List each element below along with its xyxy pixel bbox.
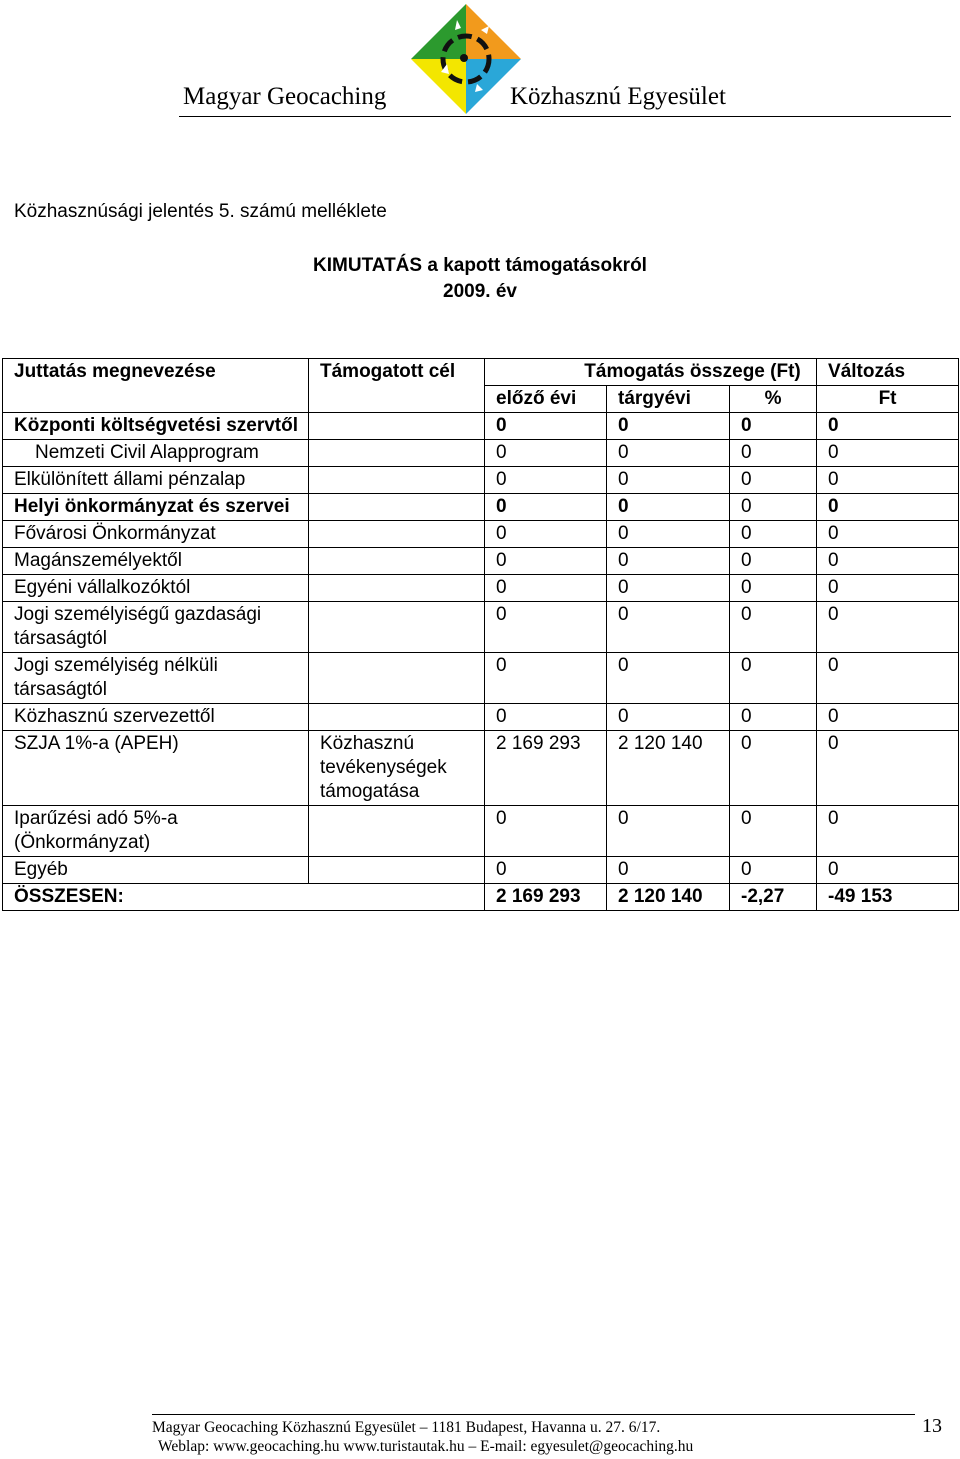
row-name: Nemzeti Civil Alapprogram bbox=[3, 440, 309, 467]
page-header bbox=[0, 0, 960, 120]
row-pct: 0 bbox=[730, 440, 817, 467]
col-header-name: Juttatás megnevezése bbox=[3, 359, 309, 386]
row-ft: 0 bbox=[817, 494, 959, 521]
row-curr: 0 bbox=[607, 440, 730, 467]
subheader-current-year: tárgyévi bbox=[607, 386, 730, 413]
row-ft: 0 bbox=[817, 602, 959, 653]
table-row bbox=[3, 548, 959, 575]
row-ft: 0 bbox=[817, 806, 959, 857]
organization-name-right: Közhasznú Egyesület bbox=[510, 83, 726, 110]
subheader-ft: Ft bbox=[817, 386, 959, 413]
row-pct: 0 bbox=[730, 806, 817, 857]
table-row bbox=[3, 653, 959, 704]
row-goal bbox=[309, 494, 485, 521]
row-ft: 0 bbox=[817, 440, 959, 467]
row-curr: 0 bbox=[607, 806, 730, 857]
table-row bbox=[3, 731, 959, 806]
row-goal bbox=[309, 467, 485, 494]
row-prev: 0 bbox=[485, 575, 607, 602]
row-name: Helyi önkormányzat és szervei bbox=[3, 494, 309, 521]
row-ft: 0 bbox=[817, 467, 959, 494]
row-goal bbox=[309, 806, 485, 857]
table-row bbox=[3, 494, 959, 521]
row-ft: 0 bbox=[817, 521, 959, 548]
grants-table bbox=[2, 358, 959, 911]
row-curr: 2 120 140 bbox=[607, 731, 730, 806]
total-curr: 2 120 140 bbox=[607, 884, 730, 911]
row-pct: 0 bbox=[730, 413, 817, 440]
row-prev: 0 bbox=[485, 467, 607, 494]
row-prev: 0 bbox=[485, 653, 607, 704]
footer-divider bbox=[152, 1414, 915, 1415]
row-ft: 0 bbox=[817, 413, 959, 440]
table-row bbox=[3, 467, 959, 494]
row-prev: 0 bbox=[485, 548, 607, 575]
row-ft: 0 bbox=[817, 857, 959, 884]
row-prev: 0 bbox=[485, 440, 607, 467]
row-curr: 0 bbox=[607, 548, 730, 575]
report-title: KIMUTATÁS a kapott támogatásokról bbox=[313, 255, 647, 276]
table-row bbox=[3, 413, 959, 440]
subheader-empty bbox=[309, 386, 485, 413]
annex-title: Közhasznúsági jelentés 5. számú melléklete bbox=[14, 201, 387, 222]
row-pct: 0 bbox=[730, 857, 817, 884]
row-name: Egyéb bbox=[3, 857, 309, 884]
table-row bbox=[3, 704, 959, 731]
row-pct: 0 bbox=[730, 548, 817, 575]
geocaching-logo bbox=[407, 0, 525, 118]
subheader-empty bbox=[3, 386, 309, 413]
row-curr: 0 bbox=[607, 602, 730, 653]
row-goal bbox=[309, 575, 485, 602]
row-goal bbox=[309, 413, 485, 440]
table-subheader-row bbox=[3, 386, 959, 413]
row-name: Iparűzési adó 5%-a (Önkormányzat) bbox=[3, 806, 309, 857]
row-goal bbox=[309, 521, 485, 548]
table-header-row bbox=[3, 359, 959, 386]
row-prev: 0 bbox=[485, 494, 607, 521]
table-total-row bbox=[3, 884, 959, 911]
row-goal: Közhasznú tevékenységek támogatása bbox=[309, 731, 485, 806]
total-prev: 2 169 293 bbox=[485, 884, 607, 911]
row-pct: 0 bbox=[730, 467, 817, 494]
row-name: Központi költségvetési szervtől bbox=[3, 413, 309, 440]
table-row bbox=[3, 602, 959, 653]
row-curr: 0 bbox=[607, 857, 730, 884]
row-name: SZJA 1%-a (APEH) bbox=[3, 731, 309, 806]
total-label: ÖSSZESEN: bbox=[3, 884, 485, 911]
row-goal bbox=[309, 857, 485, 884]
row-ft: 0 bbox=[817, 731, 959, 806]
row-name: Közhasznú szervezettől bbox=[3, 704, 309, 731]
row-pct: 0 bbox=[730, 704, 817, 731]
row-ft: 0 bbox=[817, 575, 959, 602]
row-pct: 0 bbox=[730, 494, 817, 521]
row-prev: 0 bbox=[485, 806, 607, 857]
report-year: 2009. év bbox=[443, 281, 517, 302]
row-curr: 0 bbox=[607, 467, 730, 494]
row-curr: 0 bbox=[607, 704, 730, 731]
row-prev: 0 bbox=[485, 521, 607, 548]
row-prev: 0 bbox=[485, 704, 607, 731]
row-prev: 0 bbox=[485, 602, 607, 653]
table-row bbox=[3, 440, 959, 467]
row-pct: 0 bbox=[730, 521, 817, 548]
row-goal bbox=[309, 440, 485, 467]
row-name: Jogi személyiség nélküli társaságtól bbox=[3, 653, 309, 704]
row-ft: 0 bbox=[817, 704, 959, 731]
table-row bbox=[3, 521, 959, 548]
row-prev: 0 bbox=[485, 857, 607, 884]
subheader-prev-year: előző évi bbox=[485, 386, 607, 413]
row-pct: 0 bbox=[730, 602, 817, 653]
row-curr: 0 bbox=[607, 521, 730, 548]
col-header-amount: Támogatás összege (Ft) bbox=[485, 359, 817, 386]
row-prev: 0 bbox=[485, 413, 607, 440]
page-number: 13 bbox=[922, 1415, 942, 1437]
row-goal bbox=[309, 602, 485, 653]
row-ft: 0 bbox=[817, 548, 959, 575]
table-row bbox=[3, 575, 959, 602]
row-goal bbox=[309, 653, 485, 704]
row-name: Egyéni vállalkozóktól bbox=[3, 575, 309, 602]
row-pct: 0 bbox=[730, 653, 817, 704]
row-curr: 0 bbox=[607, 494, 730, 521]
row-curr: 0 bbox=[607, 653, 730, 704]
row-ft: 0 bbox=[817, 653, 959, 704]
col-header-change: Változás bbox=[817, 359, 959, 386]
organization-name-left: Magyar Geocaching bbox=[183, 83, 387, 110]
total-pct: -2,27 bbox=[730, 884, 817, 911]
col-header-goal: Támogatott cél bbox=[309, 359, 485, 386]
total-ft: -49 153 bbox=[817, 884, 959, 911]
row-prev: 2 169 293 bbox=[485, 731, 607, 806]
table-row bbox=[3, 857, 959, 884]
row-name: Fővárosi Önkormányzat bbox=[3, 521, 309, 548]
footer-contact: Weblap: www.geocaching.hu www.turistautak.hu – E-mail: egyesulet@geocaching.hu bbox=[158, 1438, 694, 1455]
row-name: Elkülönített állami pénzalap bbox=[3, 467, 309, 494]
row-name: Magánszemélyektől bbox=[3, 548, 309, 575]
row-curr: 0 bbox=[607, 575, 730, 602]
row-goal bbox=[309, 704, 485, 731]
footer-address: Magyar Geocaching Közhasznú Egyesület – 1181 Budapest, Havanna u. 27. 6/17. bbox=[152, 1419, 661, 1436]
row-curr: 0 bbox=[607, 413, 730, 440]
table-row bbox=[3, 806, 959, 857]
row-pct: 0 bbox=[730, 575, 817, 602]
subheader-percent: % bbox=[730, 386, 817, 413]
row-pct: 0 bbox=[730, 731, 817, 806]
row-name: Jogi személyiségű gazdasági társaságtól bbox=[3, 602, 309, 653]
header-divider bbox=[179, 116, 951, 117]
row-goal bbox=[309, 548, 485, 575]
